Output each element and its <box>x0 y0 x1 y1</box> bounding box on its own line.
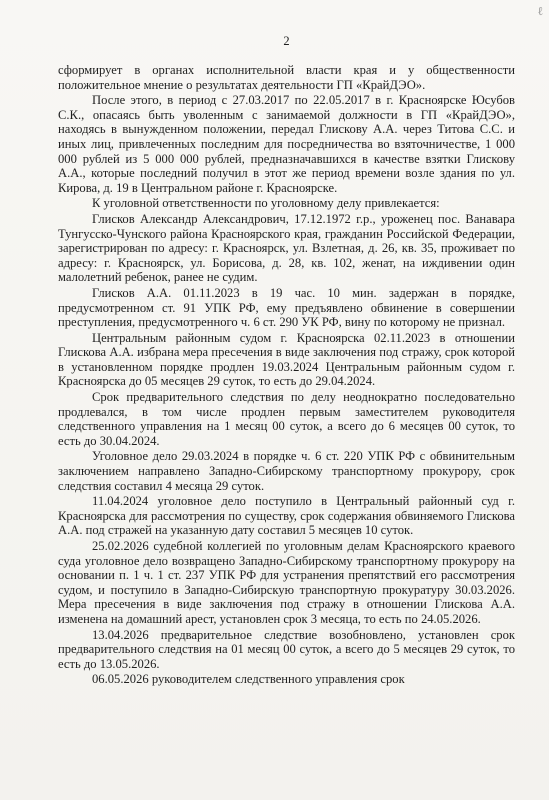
paragraph: 25.02.2026 судебной коллегией по уголовным делам Красноярского краевого суда уголовное дело возвращено Западно-Сибирскому транспортному прокурору на основании п. 1 ч. 1 ст. 237 УПК РФ для устранения препятствий его рассмотрения судом, и поступило в Западно-Сибирскую транспортную прокуратуру 30.03.2026. Мера пресечения в виде заключения под стражу в отношении Глискова А.А. изменена на домашний арест, установлен срок 3 месяца, то есть по 24.05.2026. <box>58 539 515 626</box>
page-number: 2 <box>283 34 290 48</box>
paragraph: 13.04.2026 предварительное следствие возобновлено, установлен срок предварительного следствия на 01 месяц 00 суток, а всего до 5 месяцев 29 суток, то есть до 13.05.2026. <box>58 627 515 671</box>
paragraph: сформирует в органах исполнительной власти края и у общественности положительное мнение о результатах деятельности ГП «КрайДЭО». <box>58 63 515 92</box>
paragraph: 11.04.2024 уголовное дело поступило в Центральный районный суд г. Красноярска для рассмотрения по существу, срок содержания обвиняемого Глискова А.А. под стражей на указанную дату составил 5 месяцев 10 суток. <box>58 494 515 538</box>
document-body <box>58 63 515 687</box>
paragraph: Глисков А.А. 01.11.2023 в 19 час. 10 мин. задержан в порядке, предусмотренном ст. 91 УПК РФ, ему предъявлено обвинение в совершении преступления, предусмотренного ч. 6 ст. 290 УК РФ, вину по которому не признал. <box>58 285 515 330</box>
paragraph: 06.05.2026 руководителем следственного управления срок <box>92 672 405 687</box>
corner-mark: ℓ <box>537 4 543 18</box>
paragraph: К уголовной ответственности по уголовному делу привлекается: <box>92 196 440 211</box>
paragraph: После этого, в период с 27.03.2017 по 22.05.2017 в г. Красноярске Юсубов С.К., опасаясь быть уволенным с занимаемой должности в ГП «КрайДЭО», находясь в вынужденном положении, передал Глискову А.А. через Титова С.С. и иных лиц, привлеченных последним для посредничества во взяточничестве, 1 000 000 рублей из 5 000 000 рублей, предназначавшихся в качестве взятки Глискову А.А., которые последний получил в этот же период времени возле здания по ул. Кирова, д. 19 в Центральном районе г. Красноярске. <box>58 93 515 195</box>
paragraph: Центральным районным судом г. Красноярска 02.11.2023 в отношении Глискова А.А. избрана мера пресечения в виде заключения под стражу, срок которой в установленном порядке продлен 19.03.2024 Центральным районным судом г. Красноярска до 05 месяцев 29 суток, то есть до 29.04.2024. <box>58 330 515 389</box>
paragraph: Срок предварительного следствия по делу неоднократно последовательно продлевался, в том числе продлен первым заместителем руководителя следственного управления на 1 месяц 00 суток, а всего до 6 месяцев 00 суток, то есть до 30.04.2024. <box>58 390 515 448</box>
paragraph: Глисков Александр Александрович, 17.12.1972 г.р., уроженец пос. Ванавара Тунгусско-Чунского района Красноярского края, гражданин Российской Федерации, зарегистрирован по адресу: г. Красноярск, ул. Взлетная, д. 26, кв. 35, проживает по адресу: г. Красноярск, ул. Борисова, д. 28, кв. 102, женат, на иждивении один малолетний ребенок, ранее не судим. <box>58 211 515 285</box>
paragraph: Уголовное дело 29.03.2024 в порядке ч. 6 ст. 220 УПК РФ с обвинительным заключением направлено Западно-Сибирскому транспортному прокурору, срок следствия составил 4 месяца 29 суток. <box>58 449 515 493</box>
